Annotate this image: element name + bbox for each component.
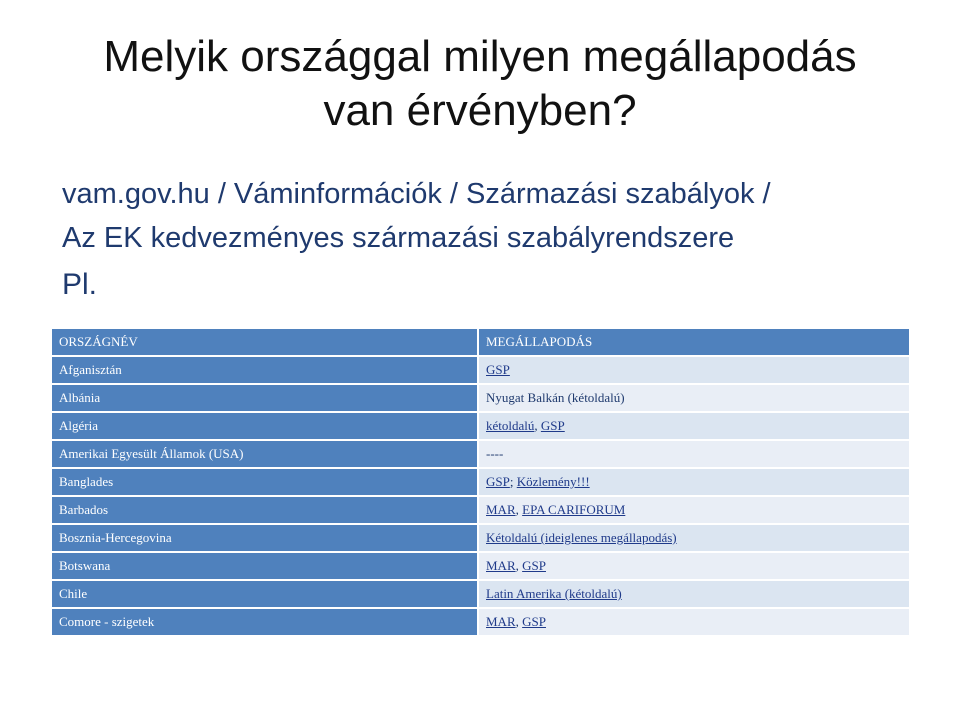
agreement-link[interactable]: Közlemény!!! <box>516 474 590 489</box>
agreement-text: , <box>515 558 523 573</box>
title-line-2: van érvényben? <box>323 86 637 135</box>
table-row <box>52 553 909 579</box>
table-row <box>52 413 909 439</box>
agreement-cell <box>479 497 909 523</box>
country-cell: Barbados <box>52 497 477 523</box>
country-cell: Botswana <box>52 553 477 579</box>
table-row <box>52 469 909 495</box>
country-cell: Comore - szigetek <box>52 609 477 635</box>
table-row <box>52 357 909 383</box>
agreement-text: ---- <box>486 446 504 461</box>
country-cell: Chile <box>52 581 477 607</box>
agreement-cell <box>479 357 909 383</box>
agreement-link[interactable]: MAR <box>486 558 516 573</box>
agreement-cell <box>479 413 909 439</box>
source-path <box>62 172 922 260</box>
agreement-text: , <box>515 614 523 629</box>
table-row <box>52 497 909 523</box>
table-row <box>52 525 909 551</box>
agreement-cell <box>479 469 909 495</box>
agreement-link[interactable]: Kétoldalú (ideiglenes megállapodás) <box>486 530 677 545</box>
example-label: Pl. <box>62 268 98 301</box>
title-line-1: Melyik országgal milyen megállapodás <box>103 32 857 81</box>
agreement-link[interactable]: GSP <box>522 558 546 573</box>
country-cell: Bosznia-Hercegovina <box>52 525 477 551</box>
table-row <box>52 609 909 635</box>
agreement-link[interactable]: GSP <box>522 614 546 629</box>
country-cell: Amerikai Egyesült Államok (USA) <box>52 441 477 467</box>
agreement-link[interactable]: Latin Amerika (kétoldalú) <box>486 586 622 601</box>
agreement-text: , <box>515 502 523 517</box>
agreement-link[interactable]: MAR <box>486 502 516 517</box>
agreement-link[interactable]: GSP <box>486 474 510 489</box>
country-cell: Afganisztán <box>52 357 477 383</box>
table-header-row <box>52 329 909 355</box>
agreement-cell <box>479 609 909 635</box>
agreement-text: , <box>534 418 541 433</box>
agreement-link[interactable]: MAR <box>486 614 516 629</box>
header-agreement: MEGÁLLAPODÁS <box>479 329 909 355</box>
header-country: ORSZÁGNÉV <box>52 329 477 355</box>
agreement-text: ; <box>509 474 517 489</box>
agreement-text: Nyugat Balkán (kétoldalú) <box>486 390 625 405</box>
table-body <box>52 357 909 635</box>
agreement-link[interactable]: GSP <box>540 418 565 433</box>
country-cell: Algéria <box>52 413 477 439</box>
source-path-line-1: vam.gov.hu / Váminformációk / Származási szabályok / <box>62 178 771 210</box>
agreement-link[interactable]: GSP <box>486 362 510 377</box>
table-row <box>52 441 909 467</box>
table-row <box>52 385 909 411</box>
agreement-cell <box>479 553 909 579</box>
slide-title <box>60 30 900 138</box>
agreement-cell <box>479 385 909 411</box>
table-row <box>52 581 909 607</box>
country-cell: Banglades <box>52 469 477 495</box>
source-path-line-2: Az EK kedvezményes származási szabályrendszere <box>62 222 735 254</box>
country-cell: Albánia <box>52 385 477 411</box>
agreement-link[interactable]: kétoldalú <box>486 418 535 433</box>
agreements-table <box>50 327 911 637</box>
agreement-cell <box>479 441 909 467</box>
agreement-cell <box>479 525 909 551</box>
agreement-link[interactable]: EPA CARIFORUM <box>522 502 626 517</box>
agreement-cell <box>479 581 909 607</box>
